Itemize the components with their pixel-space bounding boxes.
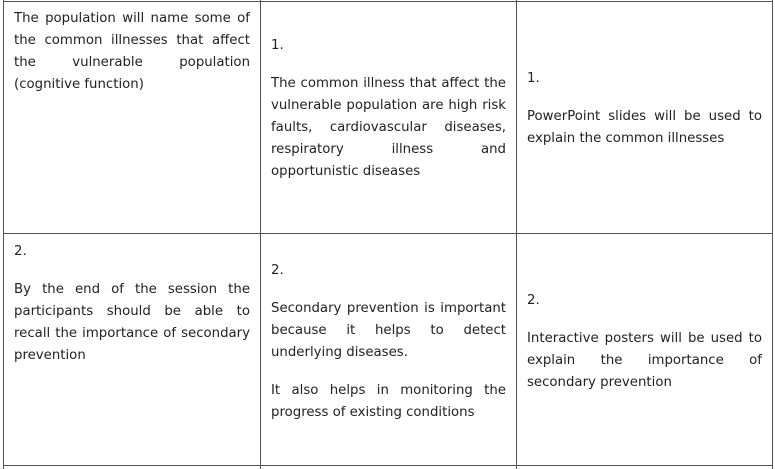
table-border-bottom	[3, 465, 773, 466]
table-border-left	[3, 0, 4, 469]
row-2-method-text: Interactive posters will be used to explain the importance of secondary prevention	[527, 331, 762, 390]
row-2-objective-text: By the end of the session the participants should be able to recall the importance of secondary prevention	[14, 282, 250, 363]
row-2-objective-cell	[14, 241, 250, 367]
row-2-content-text-2: It also helps in monitoring the progress of existing conditions	[271, 383, 506, 420]
row-2-objective-number: 2.	[14, 244, 27, 259]
row-1-method-number: 1.	[527, 71, 540, 86]
row-2-content-text-1: Secondary prevention is important because it helps to detect underlying diseases.	[271, 301, 506, 360]
column-divider-1	[260, 0, 261, 469]
row-1-method-cell	[527, 68, 762, 150]
table-row-divider	[3, 233, 773, 234]
table-border-top	[3, 1, 773, 2]
row-1-objective-text: The population will name some of the common illnesses that affect the vulnerable population (cognitive function)	[14, 11, 250, 92]
row-1-content-number: 1.	[271, 38, 284, 53]
row-1-method-text: PowerPoint slides will be used to explain the common illnesses	[527, 109, 762, 146]
row-1-objective-cell	[14, 8, 250, 96]
row-2-method-cell	[527, 290, 762, 394]
table-border-right	[772, 0, 773, 469]
row-2-method-number: 2.	[527, 293, 540, 308]
row-2-content-number: 2.	[271, 263, 284, 278]
row-1-content-text: The common illness that affect the vulnerable population are high risk faults, cardiovascular diseases, respiratory illness and opportunistic diseases	[271, 76, 506, 179]
column-divider-2	[516, 0, 517, 469]
row-1-content-cell	[271, 35, 506, 183]
row-2-content-cell	[271, 260, 506, 424]
